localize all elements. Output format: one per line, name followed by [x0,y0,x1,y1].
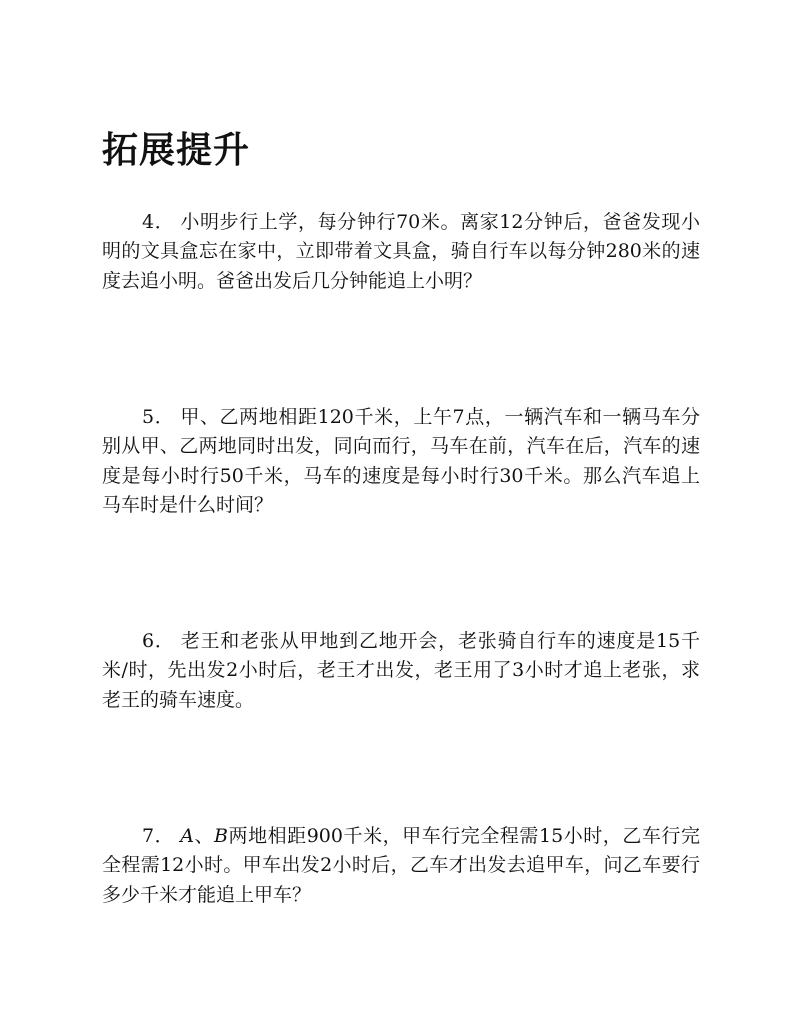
page-title: 拓展提升 [102,130,251,171]
problem-text: 甲、乙两地相距120千米，上午7点，一辆汽车和一辆马车分别从甲、乙两地同时出发，同向而行，马车在前，汽车在后，汽车的速度是每小时行50千米，马车的速度是每小时行30千米。那么汽车追上马车时是什么时间？ [102,406,701,516]
location-b-label: B [214,825,228,847]
problem-4 [102,208,700,296]
problem-5 [102,403,700,520]
problem-6 [102,627,700,715]
problem-text: 小明步行上学，每分钟行70米。离家12分钟后，爸爸发现小明的文具盒忘在家中，立即带着文具盒，骑自行车以每分钟280米的速度去追小明。爸爸出发后几分钟能追上小明？ [102,211,701,292]
problem-number: 7． [142,825,175,847]
problem-text: 老王和老张从甲地到乙地开会，老张骑自行车的速度是15千米/时，先出发2小时后，老王才出发，老王用了3小时才追上老张，求老王的骑车速度。 [102,630,700,711]
problem-number: 6． [142,630,175,652]
label-separator: 、 [193,825,215,847]
problem-7 [102,822,700,910]
location-a-label: A [180,825,194,847]
problem-number: 4． [142,211,175,233]
problem-number: 5． [142,406,175,428]
problem-text: 两地相距900千米，甲车行完全程需15小时，乙车行完全程需12小时。甲车出发2小时后，乙车才出发去追甲车，问乙车要行多少千米才能追上甲车？ [102,825,700,906]
